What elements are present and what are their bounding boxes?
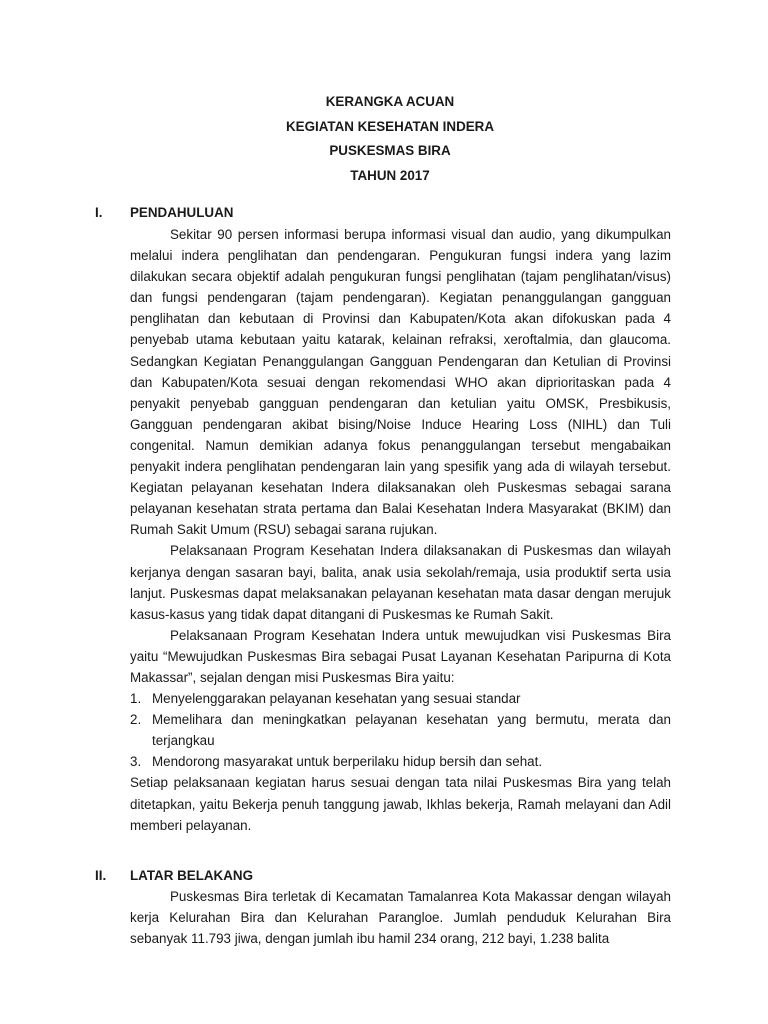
list-item-text: Mendorong masyarakat untuk berperilaku hidup bersih dan sehat.: [152, 754, 543, 770]
document-title: [0, 90, 768, 188]
mission-list: [130, 688, 671, 772]
list-item: [130, 709, 671, 751]
title-line-3: PUSKESMAS BIRA: [329, 143, 451, 158]
section-body-pendahuluan: [130, 224, 671, 836]
paragraph: Pelaksanaan Program Kesehatan Indera untuk mewujudkan visi Puskesmas Bira yaitu “Mewujudkan Puskesmas Bira sebagai Pusat Layanan Kesehatan Paripurna di Kota Makassar”, sejalan dengan misi Puskesmas Bira yaitu:: [130, 627, 671, 685]
list-item: [130, 751, 671, 772]
paragraph: Puskesmas Bira terletak di Kecamatan Tamalanrea Kota Makassar dengan wilayah kerja Kelurahan Bira dan Kelurahan Parangloe. Jumlah penduduk Kelurahan Bira sebanyak 11.793 jiwa, dengan jumlah ibu hamil 234 orang, 212 bayi, 1.238 balita: [130, 889, 671, 947]
title-line-1: KERANGKA ACUAN: [325, 94, 455, 109]
list-marker: 2.: [130, 712, 142, 728]
title-line-2: KEGIATAN KESEHATAN INDERA: [285, 118, 495, 134]
title-line-4: TAHUN 2017: [350, 167, 430, 183]
list-item-text: Menyelenggarakan pelayanan kesehatan yang sesuai standar: [152, 691, 521, 707]
list-item-text: Memelihara dan meningkatkan pelayanan kesehatan yang bermutu, merata dan terjangkau: [152, 712, 671, 749]
section-number: II.: [95, 868, 107, 883]
paragraph: Sekitar 90 persen informasi berupa informasi visual dan audio, yang dikumpulkan melalui indera penglihatan dan pendengaran. Pengukuran fungsi indera yang lazim dilakukan secara objektif adalah pengukuran fungsi penglihatan (tajam penglihatan/visus) dan fungsi pendengaran (tajam pendengaran). Kegiatan penanggulangan gangguan penglihatan dan kebutaan di Provinsi dan Kabupaten/Kota akan difokuskan pada 4 penyebab utama kebutaan yaitu katarak, kelainan refraksi, xeroftalmia, dan glaucoma. Sedangkan Kegiatan Penanggulangan Gangguan Pendengaran dan Ketulian di Provinsi dan Kabupaten/Kota sesuai dengan rekomendasi WHO akan diprioritaskan pada 4 penyakit penyebab gangguan pendengaran dan ketulian yaitu OMSK, Presbikusis, Gangguan pendengaran akibat bising/Noise Induce Hearing Loss (NIHL) dan Tuli congenital. Namun demikian adanya fokus penanggulangan tersebut mengabaikan penyakit indera penglihatan pendengaran lain yang spesifik yang ada di wilayah tersebut. Kegiatan pelayanan kesehatan Indera dilaksanakan oleh Puskesmas sebagai sarana pelayanan kesehatan strata pertama dan Balai Kesehatan Indera Masyarakat (BKIM) dan Rumah Sakit Umum (RSU) sebagai sarana rujukan.: [130, 227, 671, 538]
list-marker: 1.: [130, 691, 142, 707]
section-body-latar-belakang: [130, 886, 671, 949]
section-title: PENDAHULUAN: [130, 205, 234, 220]
paragraph: Pelaksanaan Program Kesehatan Indera dilaksanakan di Puskesmas dan wilayah kerjanya dengan sasaran bayi, balita, anak usia sekolah/remaja, usia produktif serta usia lanjut. Puskesmas dapat melaksanakan pelayanan kesehatan mata dasar dengan merujuk kasus-kasus yang tidak dapat ditangani di Puskesmas ke Rumah Sakit.: [130, 543, 671, 622]
paragraph: Setiap pelaksanaan kegiatan harus sesuai dengan tata nilai Puskesmas Bira yang telah ditetapkan, yaitu Bekerja penuh tanggung jawab, Ikhlas bekerja, Ramah melayani dan Adil memberi pelayanan.: [130, 775, 671, 833]
section-number: I.: [95, 205, 103, 220]
list-marker: 3.: [130, 754, 142, 770]
section-title: LATAR BELAKANG: [130, 868, 253, 883]
list-item: [130, 688, 671, 709]
